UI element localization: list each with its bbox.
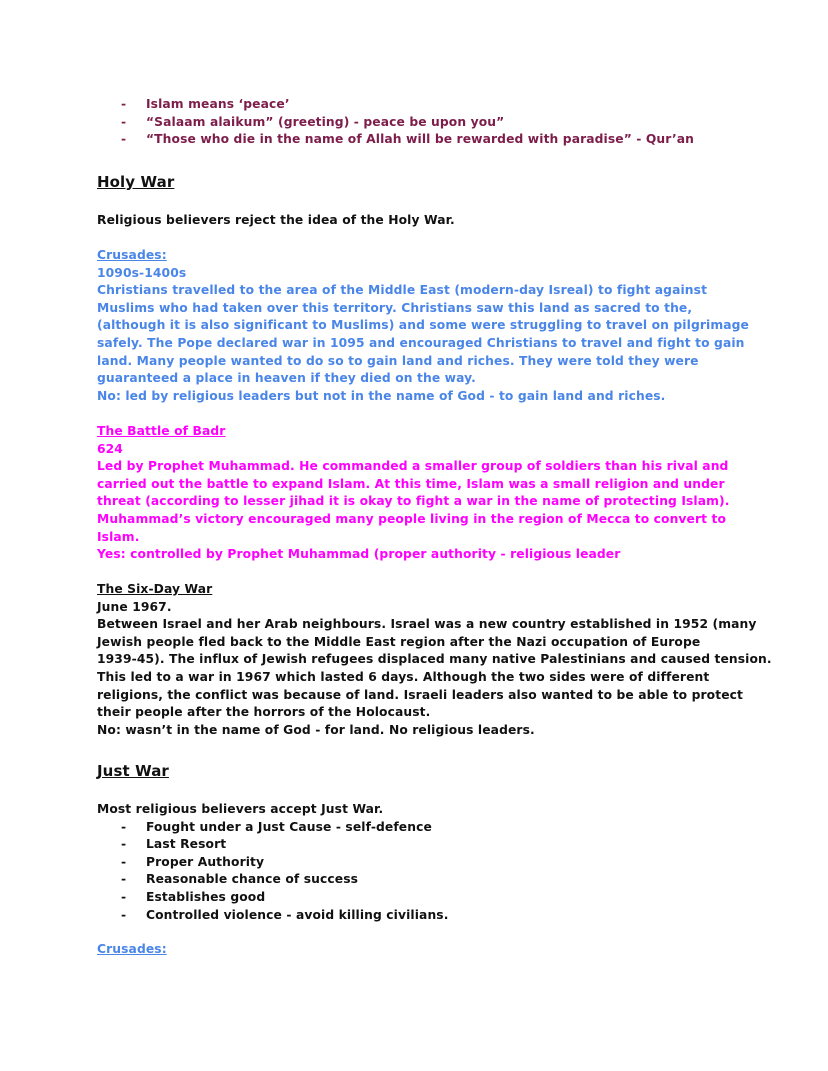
list-item: - Reasonable chance of success bbox=[97, 871, 747, 889]
badr-line: Muhammad’s victory encouraged many people living in the region of Mecca to convert to bbox=[97, 511, 727, 526]
bullet-dash: - bbox=[121, 97, 127, 111]
bullet-dash: - bbox=[121, 132, 127, 147]
badr-line: Led by Prophet Muhammad. He commanded a smaller group of soldiers than his rival and bbox=[97, 459, 729, 474]
badr-date: 624 bbox=[97, 441, 123, 456]
list-item: - Islam means ‘peace’ bbox=[97, 96, 747, 114]
six-day-war-line: 1939-45). The influx of Jewish refugees displaced many native Palestinians and caused tension. bbox=[97, 652, 772, 667]
six-day-war-line: their people after the horrors of the Holocaust. bbox=[97, 705, 431, 720]
crusades-line: Christians travelled to the area of the Middle East (modern-day Isreal) to fight against bbox=[97, 283, 708, 298]
crusades-line: safely. The Pope declared war in 1095 and encouraged Christians to travel and fight to gain bbox=[97, 335, 745, 350]
badr-line: Islam. bbox=[97, 529, 140, 544]
bullet-dash: - bbox=[121, 872, 127, 887]
six-day-war-date: June 1967. bbox=[97, 599, 172, 614]
bullet-dash: - bbox=[121, 907, 127, 922]
list-item: - Proper Authority bbox=[97, 854, 747, 872]
badr-verdict: Yes: controlled by Prophet Muhammad (proper authority - religious leader bbox=[97, 547, 621, 562]
bullet-dash: - bbox=[121, 114, 127, 129]
crusades-line: guaranteed a place in heaven if they died on the way. bbox=[97, 371, 476, 386]
intro-bullet-list bbox=[97, 96, 747, 149]
crusades-title: Crusades: bbox=[97, 248, 167, 262]
badr-title: The Battle of Badr bbox=[97, 424, 226, 438]
six-day-war-section bbox=[97, 581, 772, 739]
crusades-verdict: No: led by religious leaders but not in the name of God - to gain land and riches. bbox=[97, 388, 666, 403]
just-war-crusades-title: Crusades: bbox=[97, 942, 167, 956]
bullet-dash: - bbox=[121, 819, 127, 834]
bullet-dash: - bbox=[121, 889, 127, 904]
list-item: - Fought under a Just Cause - self-defence bbox=[97, 819, 747, 837]
bullet-dash: - bbox=[121, 854, 127, 869]
six-day-war-title: The Six-Day War bbox=[97, 582, 213, 596]
just-war-statement: Most religious believers accept Just War. bbox=[97, 802, 384, 816]
badr-section bbox=[97, 423, 747, 564]
just-war-section bbox=[97, 801, 747, 924]
badr-line: carried out the battle to expand Islam. At this time, Islam was a small religion and under bbox=[97, 476, 725, 491]
crusades-line: land. Many people wanted to do so to gain land and riches. They were told they were bbox=[97, 353, 699, 368]
list-item: - Last Resort bbox=[97, 836, 747, 854]
badr-line: threat (according to lesser jihad it is okay to fight a war in the name of protecting Islam). bbox=[97, 494, 730, 509]
bullet-dash: - bbox=[121, 837, 127, 852]
crusades-line: Muslims who had taken over this territory. Christians saw this land as sacred to the, bbox=[97, 300, 693, 315]
just-war-heading: Just War bbox=[97, 762, 169, 780]
list-item: - “Salaam alaikum” (greeting) - peace be upon you” bbox=[97, 114, 747, 132]
list-item: - Controlled violence - avoid killing civilians. bbox=[97, 907, 747, 925]
six-day-war-line: This led to a war in 1967 which lasted 6 days. Although the two sides were of different bbox=[97, 669, 710, 684]
holy-war-statement: Religious believers reject the idea of the Holy War. bbox=[97, 213, 455, 227]
list-item: - Establishes good bbox=[97, 889, 747, 907]
holy-war-heading: Holy War bbox=[97, 173, 175, 191]
six-day-war-line: Between Israel and her Arab neighbours. Israel was a new country established in 1952 (many bbox=[97, 617, 757, 632]
crusades-line: (although it is also significant to Muslims) and some were struggling to travel on pilgrimage bbox=[97, 318, 749, 333]
six-day-war-line: religions, the conflict was because of land. Israeli leaders also wanted to be able to protect bbox=[97, 687, 744, 702]
six-day-war-verdict: No: wasn’t in the name of God - for land. No religious leaders. bbox=[97, 722, 535, 737]
crusades-section bbox=[97, 247, 747, 405]
crusades-date: 1090s-1400s bbox=[97, 265, 187, 280]
list-item: - “Those who die in the name of Allah will be rewarded with paradise” - Qur’an bbox=[97, 131, 747, 149]
six-day-war-line: Jewish people fled back to the Middle East region after the Nazi occupation of Europe bbox=[97, 634, 701, 649]
